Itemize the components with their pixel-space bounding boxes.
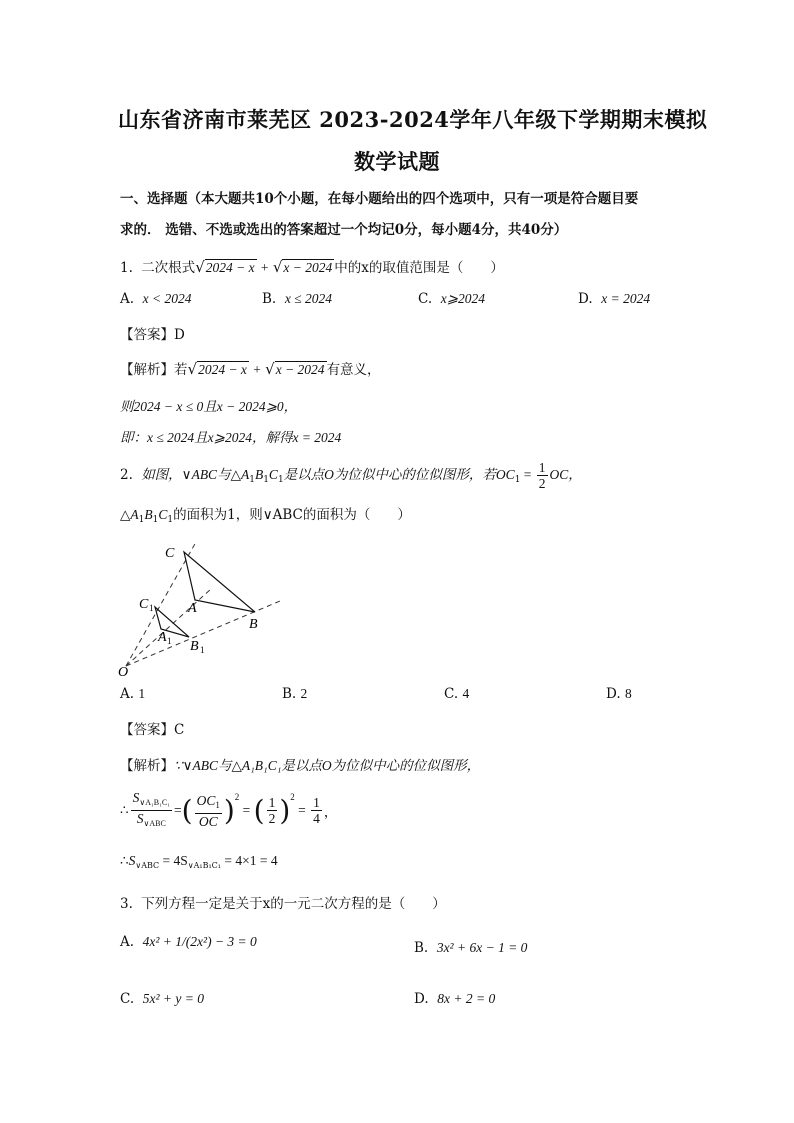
q2-option-b: B. 2 <box>282 686 308 702</box>
q1-option-d: D. x = 2024 <box>578 291 651 307</box>
q1-analysis-line-3: 即：x ≤ 2024且x⩾2024，解得x = 2024 <box>120 430 342 445</box>
question-3: 3. 下列方程一定是关于x的一元二次方程的是（ ） <box>120 896 446 912</box>
q2-option-d: D. 8 <box>606 686 632 702</box>
q3-option-b: B. 3x² + 6x − 1 = 0 <box>414 940 528 956</box>
q2-option-c: C. 4 <box>444 686 470 702</box>
q1-stem-post: 中的x的取值范围是（ ） <box>334 260 504 276</box>
q1-option-b: B. x ≤ 2024 <box>262 291 332 307</box>
label-b: B <box>249 617 258 632</box>
quarter-fraction: $\frac{1}{4}$ <box>313 795 320 826</box>
q2-option-a: A. 1 <box>120 686 146 702</box>
question-1 <box>120 256 504 276</box>
q1-radicand-2: x − 2024 <box>283 260 333 275</box>
area-ratio-fraction: $\frac{S_{\vee A_1B_1C_1}}{S_{\vee ABC}}$ <box>132 790 171 828</box>
section-heading: 一、选择题（本大题共10个小题，在每小题给出的四个选项中，只有一项是符合题目要 <box>120 191 639 207</box>
q1-analysis-line-2: 则2024 − x ≤ 0且x − 2024⩾0， <box>120 399 298 414</box>
oc-ratio-fraction: $\frac{OC_1}{OC}$ <box>196 792 220 829</box>
label-c1: C <box>139 597 149 612</box>
q2-ratio-equation: ∴ $\frac{S_{\vee A_1B_1C_1}}{S_{\vee ABC}}$ =( $\frac{OC_1}{OC}$ )$^2$ = ( $\frac{1}{2}$ )$^2$ = $\frac{1}{4}$ ， <box>120 790 337 831</box>
label-b1: B <box>190 639 199 654</box>
q1-option-c: C. x⩾2024 <box>418 291 486 307</box>
q3-option-d: D. 8x + 2 = 0 <box>414 991 496 1007</box>
label-c1-sub: 1 <box>149 603 154 613</box>
radical-icon: √ <box>187 360 198 378</box>
q2-final-line: $\therefore S_{\vee ABC} = 4S_{\vee A_1B_1C_1} = 4\times 1 = 4$ <box>120 853 278 870</box>
radical-icon: √ <box>272 258 283 276</box>
homothety-figure <box>112 538 292 683</box>
q1-analysis: 【解析】若√2024 − x + √x − 2024 有意义， <box>120 360 381 378</box>
q1-stem-pre: 二次根式 <box>141 260 196 276</box>
label-a1-sub: 1 <box>167 636 172 646</box>
label-o: O <box>118 665 129 680</box>
q1-number: 1. <box>120 260 133 276</box>
q1-answer: 【答案】D <box>120 327 185 343</box>
q3-option-a: A. 4x² + 1/(2x²) − 3 = 0 <box>120 934 257 950</box>
q1-radicand-1: 2024 − x <box>205 260 255 275</box>
label-a: A <box>188 601 197 616</box>
fraction-half: $\frac{1}{2}$ <box>538 460 546 491</box>
q3-option-c: C. 5x² + y = 0 <box>120 991 204 1007</box>
q2-analysis: 【解析】∵∨ABC与△A₁B₁C₁是以点O为位似中心的位似图形， <box>120 758 481 774</box>
label-c: C <box>165 546 175 561</box>
page-title: 山东省济南市莱芜区 2023-2024学年八年级下学期期末模拟 <box>118 107 708 132</box>
q1-plus: + <box>260 260 269 275</box>
radical-icon: √ <box>195 258 205 276</box>
page-subtitle: 数学试题 <box>354 149 440 174</box>
q1-option-a: A. x < 2024 <box>120 291 192 307</box>
question-2-cont: $\triangle A_1B_1C_1$的面积为1，则∨ABC的面积为（ ） <box>120 507 411 525</box>
label-b1-sub: 1 <box>200 645 205 655</box>
section-heading-cont: 求的． 选错、不选或选出的答案超过一个均记0分，每小题4分，共40分） <box>120 222 568 238</box>
label-a1: A <box>158 630 167 645</box>
half-fraction: $\frac{1}{2}$ <box>268 795 276 826</box>
radical-icon: √ <box>265 360 275 378</box>
question-2: 2. 如图，∨ABC与$\triangle A_1B_1C_1$是以点O为位似中心的位似图形，若$OC_1$ = $\frac{1}{2}$ OC， <box>120 460 582 491</box>
q2-answer: 【答案】C <box>120 722 185 738</box>
